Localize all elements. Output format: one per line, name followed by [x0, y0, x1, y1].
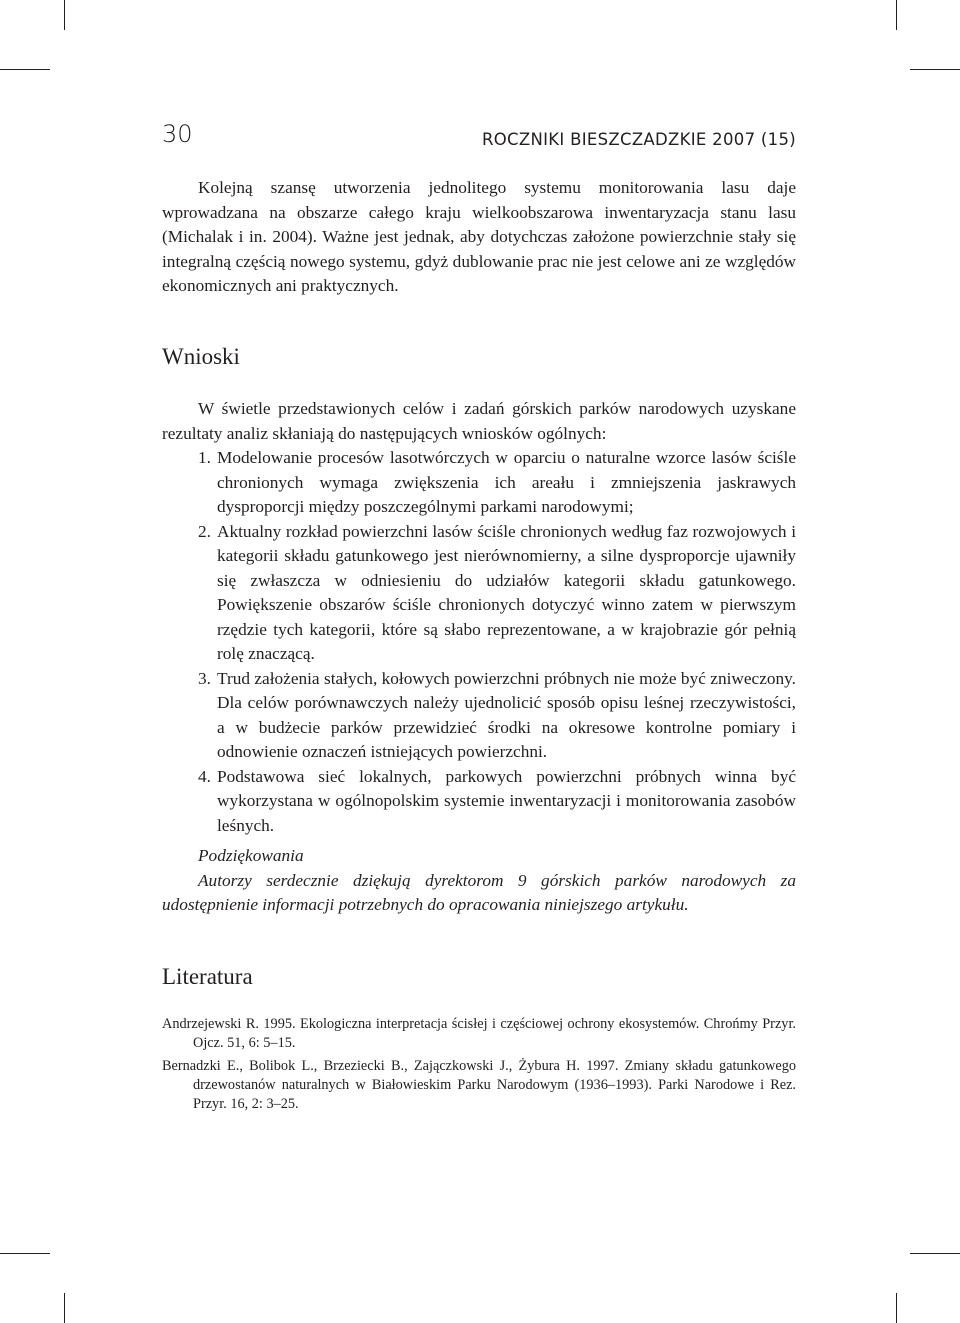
item-number: 1. [198, 448, 211, 467]
intro-paragraph: Kolejną szansę utworzenia jednolitego systemu monitorowania lasu daje wprowadzana na obszarze całego kraju wielkoobszarowa inwentaryzacja stanu lasu (Michalak i in. 2004). Ważne jest jednak, aby dotychczas założone powierzchnie stały się integralną częścią nowego systemu, gdyż dublowanie prac nie jest celowe ani ze względów ekonomicznych ani praktycznych. [162, 178, 796, 295]
item-text: Trud założenia stałych, kołowych powierzchni próbnych nie może być zniweczony. Dla celów porównawczych należy ujednolicić sposób opisu leśnej rzeczywistości, a w budżecie parków przewidzieć środki na okresowe kontrolne pomiary i odnowienie oznaczeń istniejących powierzchni. [217, 668, 796, 761]
crop-mark-top-left-vertical [64, 0, 65, 30]
reference-item: Andrzejewski R. 1995. Ekologiczna interpretacja ścisłej i częściowej ochrony ekosystemów. Chrońmy Przyr. Ojcz. 51, 6: 5–15. [162, 1016, 796, 1051]
list-item [162, 667, 796, 765]
acknowledgements-section [162, 844, 796, 918]
list-item [162, 446, 796, 520]
item-text: Podstawowa sieć lokalnych, parkowych powierzchni próbnych winna być wykorzystana w ogólnopolskim systemie inwentaryzacji i monitorowania zasobów leśnych. [217, 766, 796, 835]
acknowledgements-text: Autorzy serdecznie dziękują dyrektorom 9 górskich parków narodowych za udostępnienie informacji potrzebnych do opracowania niniejszego artykułu. [162, 870, 796, 914]
crop-mark-bottom-right-vertical [896, 1293, 897, 1323]
literature-heading: Literatura [162, 964, 253, 989]
conclusions-heading: Wnioski [162, 344, 240, 369]
crop-mark-bottom-right-horizontal [910, 1253, 960, 1254]
list-item [162, 765, 796, 839]
references-list [162, 1015, 796, 1118]
conclusions-lead: W świetle przedstawionych celów i zadań górskich parków narodowych uzyskane rezultaty analiz skłaniają do następujących wniosków ogólnych: [162, 399, 796, 443]
crop-mark-bottom-left-vertical [64, 1293, 65, 1323]
item-number: 4. [198, 766, 211, 786]
conclusions-section [162, 397, 796, 838]
intro-section [162, 176, 796, 299]
item-text: Modelowanie procesów lasotwórczych w oparciu o naturalne wzorce lasów ściśle chronionych wymaga zwiększenia ich areału i zmniejszenia jaskrawych dysproporcji między poszczególnymi parkami narodowymi; [217, 448, 796, 516]
item-number: 3. [198, 668, 211, 688]
crop-mark-top-left-horizontal [0, 69, 50, 70]
running-header [162, 118, 796, 158]
journal-title: ROCZNIKI BIESZCZADZKIE 2007 (15) [482, 130, 796, 149]
crop-mark-top-right-horizontal [910, 69, 960, 70]
reference-item: Bernadzki E., Bolibok L., Brzeziecki B., Zajączkowski J., Żybura H. 1997. Zmiany składu gatunkowego drzewostanów naturalnych w Białowieskim Parku Narodowym (1936–1993). Parki Narodowe i Rez. Przyr. 16, 2: 3–25. [162, 1058, 796, 1112]
item-number: 2. [198, 521, 211, 541]
page-number: 30 [162, 120, 193, 148]
conclusions-list [162, 446, 796, 838]
acknowledgements-title: Podziękowania [198, 846, 304, 865]
crop-mark-top-right-vertical [896, 0, 897, 30]
list-item [162, 520, 796, 667]
crop-mark-bottom-left-horizontal [0, 1253, 50, 1254]
item-text: Aktualny rozkład powierzchni lasów ściśle chronionych według faz rozwojowych i kategorii składu gatunkowego jest nierównomierny, a silne dysproporcje ujawniły się zwłaszcza w odniesieniu do udziałów kategorii składu gatunkowego. Powiększenie obszarów ściśle chronionych dotyczyć winno zatem w pierwszym rzędzie tych kategorii, które są słabo reprezentowane, a w krajobrazie gór pełnią rolę znaczącą. [217, 521, 796, 663]
